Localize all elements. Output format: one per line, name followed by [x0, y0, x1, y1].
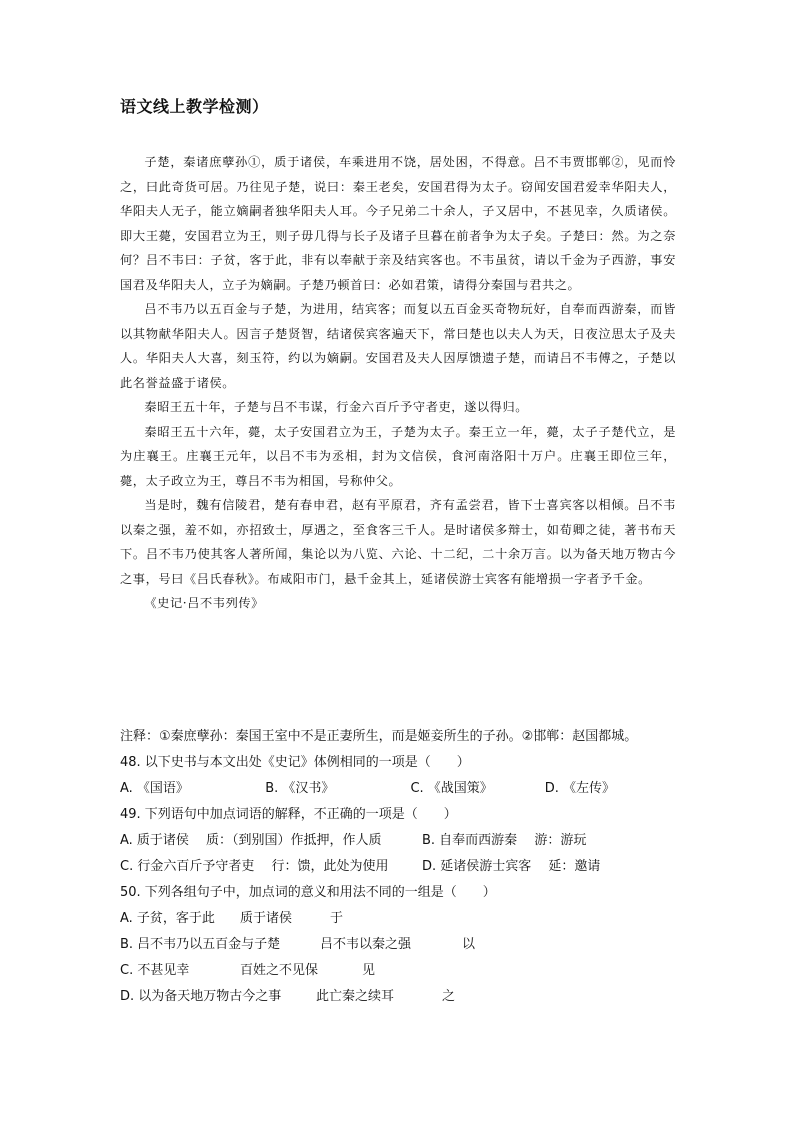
q50-c-sentence-1: C. 不甚见幸: [120, 963, 190, 978]
q50-d-sentence-1: D. 以为备天地万物古今之事: [120, 989, 282, 1004]
q50-option-a: [120, 906, 690, 932]
questions-section: [120, 724, 690, 1010]
q50-option-c: [120, 958, 690, 984]
classical-passage: [120, 150, 676, 616]
q50-c-sentence-2: 百姓之不见保: [240, 963, 319, 978]
passage-paragraph-1: 子楚，秦诸庶孽孙①，质于诸侯，车乘进用不饶，居处困，不得意。吕不韦贾邯郸②，见而怜之，曰此奇货可居。乃往见子楚，说曰：秦王老矣，安国君得为太子。窃闻安国君爱幸华阳夫人，华阳夫人无子，能立嫡嗣者独华阳夫人耳。今子兄弟二十余人，子又居中，不甚见幸，久质诸侯。即大王薨，安国君立为王，则子毋几得与长子及诸子旦暮在前者争为太子矣。子楚曰：然。为之奈何？吕不韦曰：子贫，客于此，非有以奉献于亲及结宾客也。不韦虽贫，请以千金为子西游，事安国君及华阳夫人，立子为嫡嗣。子楚乃顿首曰：必如君策，请得分秦国与君共之。: [120, 155, 676, 292]
q50-b-sentence-1: B. 吕不韦乃以五百金与子楚: [120, 937, 281, 952]
q50-option-b: [120, 932, 690, 958]
q50-c-word: 见: [362, 963, 376, 978]
q48-option-d: D. 《左传》: [544, 781, 616, 796]
q49-option-a: A. 质于诸侯 质：（到别国）作抵押，作人质: [120, 833, 382, 848]
q50-b-sentence-2: 吕不韦以秦之强: [320, 937, 412, 952]
q48-options: [120, 776, 690, 802]
passage-paragraph-4: 秦昭王五十六年，薨，太子安国君立为王，子楚为太子。秦王立一年，薨，太子子楚代立，是为庄襄王。庄襄王元年，以吕不韦为丞相，封为文信侯，食河南洛阳十万户。庄襄王即位三年，薨，太子政立为王，尊吕不韦为相国，号称仲父。: [120, 424, 676, 488]
q50-a-sentence-1: A. 子贫，客于此: [120, 911, 215, 926]
q49-stem: 49. 下列语句中加点词语的解释，不正确的一项是（ ）: [120, 807, 457, 822]
q50-option-d: [120, 984, 690, 1010]
passage-paragraph-2: 吕不韦乃以五百金与子楚，为进用，结宾客；而复以五百金买奇物玩好，自奉而西游秦，而皆以其物献华阳夫人。因言子楚贤智，结诸侯宾客遍天下，常曰楚也以夫人为天，日夜泣思太子及夫人。华阳夫人大喜，刻玉符，约以为嫡嗣。安国君及夫人因厚馈遗子楚，而请吕不韦傅之，子楚以此名誉益盛于诸侯。: [120, 302, 676, 390]
q49-option-b: B. 自奉而西游秦 游：游玩: [422, 833, 587, 848]
q50-d-sentence-2: 此亡秦之续耳: [316, 989, 395, 1004]
q48-stem: 48. 以下史书与本文出处《史记》体例相同的一项是（ ）: [120, 755, 470, 770]
q49-option-c: C. 行金六百斤予守者吏 行：馈，此处为使用: [120, 859, 389, 874]
q48-option-a: A. 《国语》: [120, 781, 189, 796]
passage-source: 《史记·吕不韦列传》: [144, 596, 264, 610]
q48-option-c: C. 《战国策》: [410, 781, 493, 796]
passage-paragraph-3: 秦昭王五十年，子楚与吕不韦谋，行金六百斤予守者吏，遂以得归。: [144, 400, 529, 414]
q49-options-row-1: [120, 828, 690, 854]
q50-d-word: 之: [442, 989, 456, 1004]
q49-option-d: D. 延诸侯游士宾客 延：邀请: [422, 859, 601, 874]
passage-paragraph-5: 当是时，魏有信陵君，楚有春申君，赵有平原君，齐有孟尝君，皆下士喜宾客以相倾。吕不韦以秦之强，羞不如，亦招致士，厚遇之，至食客三千人。是时诸侯多辩士，如荀卿之徒，著书布天下。吕不韦乃使其客人著所闻，集论以为八览、六论、十二纪，二十余万言。以为备天地万物古今之事，号曰《吕氏春秋》。布咸阳市门，悬千金其上，延诸侯游士宾客有能增损一字者予千金。: [120, 498, 676, 586]
q48-option-b: B. 《汉书》: [265, 781, 335, 796]
q50-a-sentence-2: 质于诸侯: [240, 911, 293, 926]
page-header: 语文线上教学检测）: [120, 97, 269, 116]
q49-options-row-2: [120, 854, 690, 880]
q50-a-word: 于: [330, 911, 344, 926]
q50-b-word: 以: [462, 937, 476, 952]
annotation-note: 注释：①秦庶孽孙：秦国王室中不是正妻所生，而是姬妾所生的子孙。②邯郸：赵国都城。: [120, 729, 638, 744]
q50-stem: 50. 下列各组句子中，加点词的意义和用法不同的一组是（ ）: [120, 885, 496, 900]
